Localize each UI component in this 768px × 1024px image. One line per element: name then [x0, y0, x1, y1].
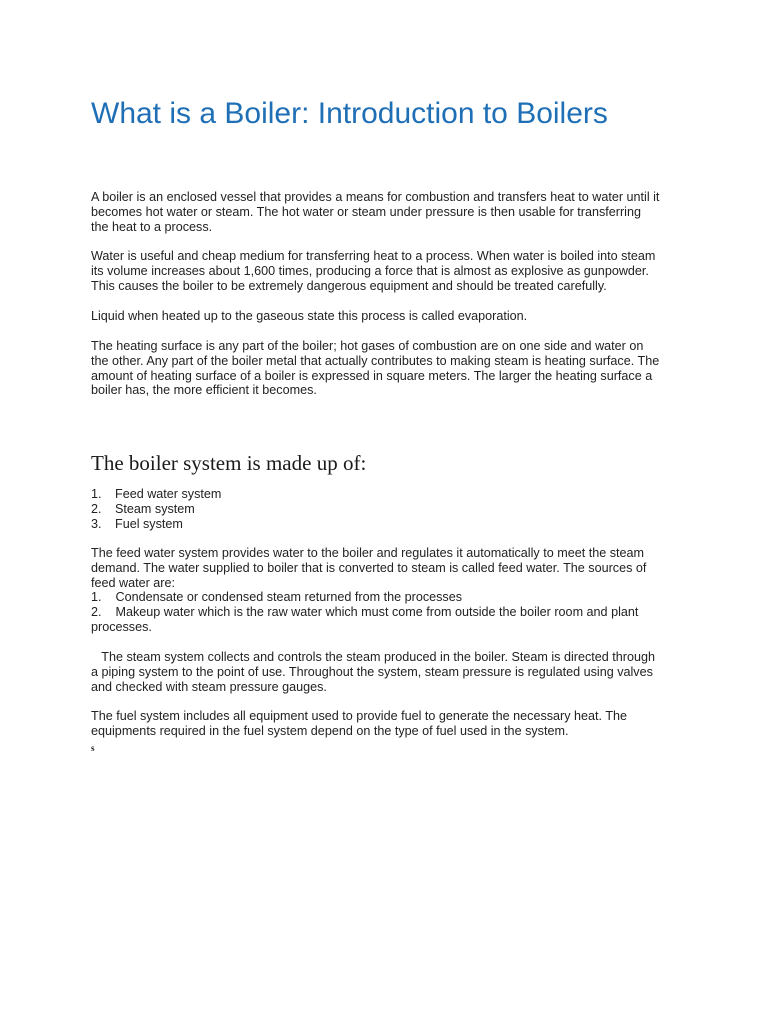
page-title: What is a Boiler: Introduction to Boilers	[91, 97, 608, 130]
text-line: demand. The water supplied to boiler that is converted to steam is called feed water. The sources of	[91, 560, 647, 575]
list-item	[91, 487, 691, 502]
list-item-text: Feed water system	[115, 487, 222, 501]
system-list	[91, 487, 691, 531]
intro-paragraph-3	[91, 309, 691, 324]
list-item-text: Steam system	[115, 501, 195, 516]
text-line: equipments required in the fuel system depend on the type of fuel used in the system.	[91, 723, 569, 738]
text-line: the heat to a process.	[91, 219, 213, 234]
text-line: A boiler is an enclosed vessel that provides a means for combustion and transfers heat to water until it	[91, 190, 660, 204]
intro-paragraph-4	[91, 339, 691, 398]
trailing-character: s	[91, 743, 95, 753]
intro-paragraph-1	[91, 190, 691, 234]
text-line: 2. Makeup water which is the raw water which must come from outside the boiler room and plant	[91, 605, 639, 620]
steam-paragraph	[91, 650, 691, 694]
list-number: 1.	[91, 487, 102, 501]
text-line: The fuel system includes all equipment used to provide fuel to generate the necessary heat. The	[91, 709, 628, 723]
text-line: The feed water system provides water to the boiler and regulates it automatically to meet the steam	[91, 546, 644, 560]
text-line: feed water are:	[91, 575, 176, 590]
list-item	[91, 502, 691, 517]
text-line: and checked with steam pressure gauges.	[91, 679, 327, 694]
list-number: 2.	[91, 501, 102, 516]
text-line: a piping system to the point of use. Throughout the system, steam pressure is regulated using valves	[91, 664, 653, 679]
text-line: 1. Condensate or condensed steam returned from the processes	[91, 590, 463, 605]
text-line: Water is useful and cheap medium for transferring heat to a process. When water is boiled into steam	[91, 249, 656, 263]
text-line: The steam system collects and controls the steam produced in the boiler. Steam is directed through	[91, 650, 655, 664]
intro-paragraph-2	[91, 249, 691, 293]
text-line: The heating surface is any part of the boiler; hot gases of combustion are on one side and water on	[91, 339, 644, 353]
list-item-text: Fuel system	[115, 516, 183, 531]
list-item	[91, 517, 691, 532]
text-line: Liquid when heated up to the gaseous state this process is called evaporation.	[91, 309, 528, 323]
text-line: the other. Any part of the boiler metal that actually contributes to making steam is heating surface. The	[91, 353, 660, 368]
list-number: 3.	[91, 516, 102, 531]
text-line: boiler has, the more efficient it becomes.	[91, 383, 317, 398]
section-heading: The boiler system is made up of:	[91, 451, 367, 475]
text-line: its volume increases about 1,600 times, producing a force that is almost as explosive as gunpowder.	[91, 263, 649, 278]
text-line: becomes hot water or steam. The hot water or steam under pressure is then usable for transferring	[91, 204, 641, 219]
feed-water-paragraph	[91, 546, 691, 635]
text-line: processes.	[91, 619, 152, 634]
text-line: This causes the boiler to be extremely dangerous equipment and should be treated carefully.	[91, 278, 607, 293]
text-line: amount of heating surface of a boiler is expressed in square meters. The larger the heating surface a	[91, 368, 653, 383]
fuel-paragraph	[91, 709, 691, 739]
